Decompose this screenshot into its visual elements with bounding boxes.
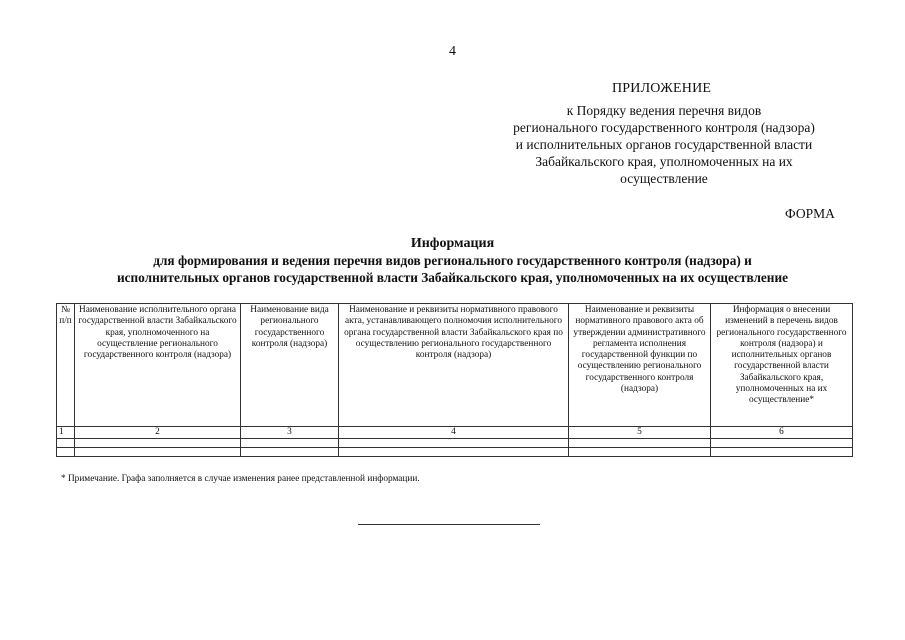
table-cell bbox=[75, 439, 241, 448]
document-title: Информация bbox=[410, 236, 495, 251]
table-cell bbox=[339, 439, 569, 448]
table-cell bbox=[339, 448, 569, 457]
header-cell-regulation-act: Наименование и реквизиты нормативного правового акта об утверждении административного регламента исполнения государственной функции по осуществлению регионального государственного контроля (надзора) bbox=[569, 304, 711, 427]
appendix-reference bbox=[490, 102, 838, 187]
table-cell bbox=[241, 439, 339, 448]
header-cell-control-type: Наименование вида регионального государственного контроля (надзора) bbox=[241, 304, 339, 427]
appendix-title: ПРИЛОЖЕНИЕ bbox=[612, 81, 712, 96]
column-number-row bbox=[57, 427, 853, 439]
column-number-cell: 2 bbox=[75, 427, 241, 439]
column-number-cell: 3 bbox=[241, 427, 339, 439]
header-cell-number: № п/п bbox=[57, 304, 75, 427]
table-cell bbox=[57, 448, 75, 457]
appendix-line: Забайкальского края, уполномоченных на их bbox=[535, 154, 793, 169]
subtitle-line: исполнительных органов государственной власти Забайкальского края, уполномоченных на их осуществление bbox=[116, 270, 789, 285]
document-subtitle bbox=[40, 252, 865, 286]
header-cell-changes-info: Информация о внесении изменений в перечень видов регионального государственного контроля (надзора) и исполнительных органов государственной власти Забайкальского края, уполномоченных на их осуществление* bbox=[711, 304, 853, 427]
column-number-cell: 6 bbox=[711, 427, 853, 439]
appendix-line: к Порядку ведения перечня видов bbox=[566, 103, 762, 118]
table-cell bbox=[569, 439, 711, 448]
page-number: 4 bbox=[449, 44, 456, 59]
table-row bbox=[57, 439, 853, 448]
table-cell bbox=[57, 439, 75, 448]
column-number-cell: 4 bbox=[339, 427, 569, 439]
table-cell bbox=[711, 439, 853, 448]
column-number-cell: 1 bbox=[57, 427, 75, 439]
footnote: * Примечание. Графа заполняется в случае изменения ранее представленной информации. bbox=[61, 474, 420, 484]
table-cell bbox=[241, 448, 339, 457]
appendix-line: осуществление bbox=[620, 171, 708, 186]
information-form-table bbox=[56, 303, 853, 457]
appendix-line: и исполнительных органов государственной власти bbox=[515, 137, 813, 152]
table-header-row bbox=[57, 304, 853, 427]
table-cell bbox=[75, 448, 241, 457]
end-separator-line bbox=[358, 524, 540, 525]
appendix-line: регионального государственного контроля (надзора) bbox=[513, 120, 815, 135]
table-cell bbox=[569, 448, 711, 457]
table-row bbox=[57, 448, 853, 457]
form-label: ФОРМА bbox=[785, 206, 835, 221]
header-cell-authority: Наименование исполнительного органа государственной власти Забайкальского края, уполномоченного на осуществление регионального государственного контроля (надзора) bbox=[75, 304, 241, 427]
column-number-cell: 5 bbox=[569, 427, 711, 439]
table-cell bbox=[711, 448, 853, 457]
header-cell-legal-act: Наименование и реквизиты нормативного правового акта, устанавливающего полномочия исполнительного органа государственной власти Забайкальского края по осуществлению регионального государственного контроля (надзора) bbox=[339, 304, 569, 427]
subtitle-line: для формирования и ведения перечня видов регионального государственного контроля (надзора) и bbox=[153, 253, 752, 268]
